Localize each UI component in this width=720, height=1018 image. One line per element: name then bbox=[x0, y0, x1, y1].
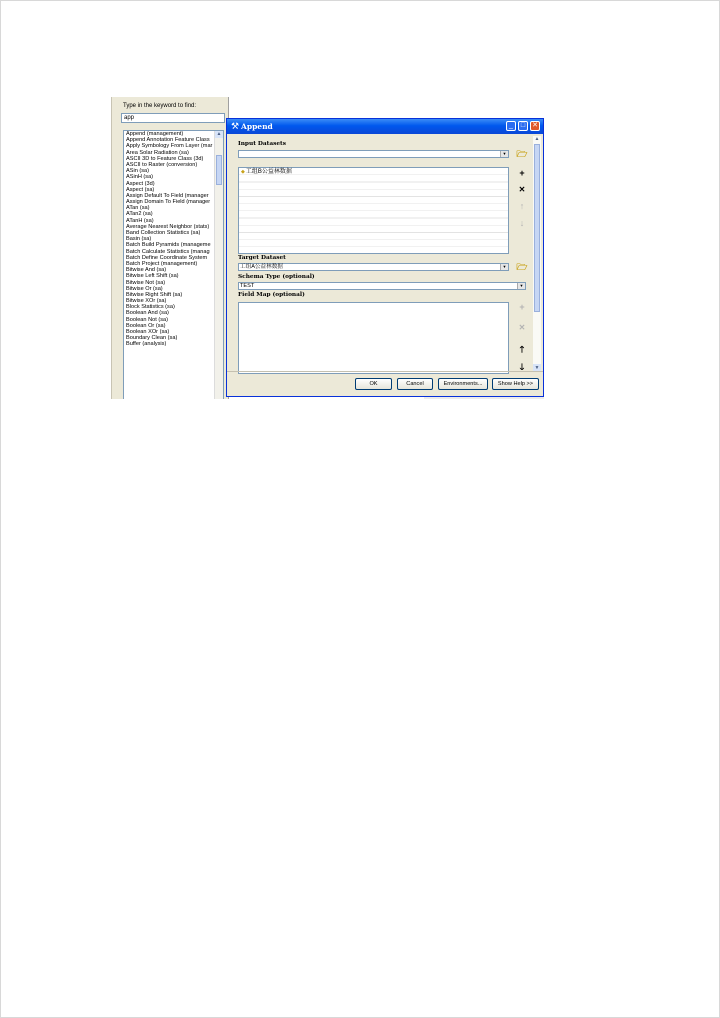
list-item[interactable] bbox=[241, 169, 292, 176]
list-item[interactable]: Assign Domain To Field (manager bbox=[126, 199, 211, 206]
list-item[interactable]: Append Annotation Feature Class bbox=[126, 137, 210, 144]
list-item[interactable]: ASCII 3D to Feature Class (3d) bbox=[126, 155, 204, 162]
field-map-label: Field Map (optional) bbox=[238, 292, 305, 298]
list-item[interactable]: Boolean Not (sa) bbox=[126, 316, 168, 323]
up-arrow-icon[interactable]: ↑ bbox=[519, 201, 525, 211]
x-icon[interactable]: ✕ bbox=[518, 323, 526, 332]
list-item[interactable]: Buffer (analysis) bbox=[126, 341, 167, 348]
list-item[interactable]: Bitwise Right Shift (sa) bbox=[126, 291, 183, 298]
chevron-down-icon[interactable]: ▼ bbox=[500, 264, 508, 270]
list-item[interactable]: Batch Define Coordinate System bbox=[126, 254, 208, 261]
list-item[interactable]: Assign Default To Field (manager bbox=[126, 192, 209, 199]
list-item[interactable]: Bitwise Or (sa) bbox=[126, 285, 163, 292]
target-dataset-label: Target Dataset bbox=[238, 255, 286, 261]
list-item[interactable]: Average Nearest Neighbor (stats) bbox=[126, 223, 210, 230]
down-arrow-icon[interactable]: 🡓 bbox=[519, 362, 525, 370]
list-item[interactable]: Aspect (sa) bbox=[126, 186, 155, 193]
list-item[interactable]: Area Solar Radiation (sa) bbox=[126, 149, 189, 156]
list-item[interactable]: Boundary Clean (sa) bbox=[126, 335, 178, 342]
target-dataset-combo[interactable] bbox=[238, 263, 509, 271]
list-item[interactable]: ASin (sa) bbox=[126, 168, 150, 175]
hammer-icon: ⚒ bbox=[230, 121, 240, 131]
maximize-button[interactable]: □ bbox=[518, 121, 528, 131]
plus-icon[interactable]: + bbox=[519, 168, 525, 178]
scroll-up-icon[interactable]: ▲ bbox=[534, 136, 540, 142]
list-item[interactable]: Batch Calculate Statistics (manag bbox=[126, 248, 210, 255]
x-icon[interactable]: ✕ bbox=[518, 185, 526, 194]
tool-list[interactable] bbox=[123, 130, 224, 399]
dialog-title: Append bbox=[241, 122, 273, 131]
up-arrow-icon[interactable]: 🡑 bbox=[519, 344, 525, 354]
tool-search-panel bbox=[111, 97, 229, 399]
scroll-down-icon[interactable]: ▼ bbox=[534, 365, 540, 371]
cancel-button[interactable]: Cancel bbox=[397, 378, 433, 390]
search-input[interactable]: app bbox=[121, 113, 225, 123]
open-folder-icon[interactable]: 🗁 bbox=[516, 262, 528, 272]
minimize-button[interactable]: _ bbox=[506, 121, 516, 131]
field-map-list[interactable] bbox=[238, 302, 509, 374]
tool-items bbox=[124, 131, 223, 348]
list-item[interactable]: ASCII to Raster (conversion) bbox=[126, 161, 198, 168]
schema-type-value: TEST bbox=[240, 283, 255, 289]
footer-divider bbox=[227, 371, 543, 372]
schema-type-label: Schema Type (optional) bbox=[238, 274, 315, 280]
down-arrow-icon[interactable]: ↓ bbox=[519, 218, 525, 228]
dialog-scrollbar[interactable] bbox=[533, 136, 541, 372]
input-datasets-list[interactable] bbox=[238, 167, 509, 254]
scroll-thumb[interactable] bbox=[534, 144, 540, 312]
chevron-down-icon[interactable]: ▼ bbox=[517, 283, 525, 289]
list-item[interactable]: Aspect (3d) bbox=[126, 180, 155, 187]
list-item[interactable]: ATan (sa) bbox=[126, 205, 150, 212]
list-item[interactable]: ATanH (sa) bbox=[126, 217, 154, 224]
list-item[interactable]: Bitwise Left Shift (sa) bbox=[126, 273, 179, 280]
list-item[interactable]: Boolean And (sa) bbox=[126, 310, 169, 317]
open-folder-icon[interactable]: 🗁 bbox=[516, 149, 528, 159]
list-item[interactable]: ATan2 (sa) bbox=[126, 211, 153, 218]
list-item[interactable]: Boolean Or (sa) bbox=[126, 322, 166, 329]
list-item[interactable]: Block Statistics (sa) bbox=[126, 304, 175, 311]
list-item[interactable]: Append (management) bbox=[126, 131, 184, 137]
schema-type-combo[interactable] bbox=[238, 282, 526, 290]
tool-list-scrollbar[interactable] bbox=[214, 131, 223, 399]
scroll-up-icon[interactable]: ▲ bbox=[216, 131, 222, 137]
dialog-titlebar[interactable] bbox=[227, 119, 543, 134]
target-dataset-value: 工组A公益林数据 bbox=[240, 264, 283, 270]
close-button[interactable]: ✕ bbox=[530, 121, 540, 131]
list-item[interactable]: Bitwise And (sa) bbox=[126, 267, 167, 274]
list-item[interactable]: Bitwise Not (sa) bbox=[126, 279, 166, 286]
input-datasets-label: Input Datasets bbox=[238, 141, 286, 147]
list-item[interactable]: Band Collection Statistics (sa) bbox=[126, 230, 201, 236]
feature-class-icon: ◆ bbox=[241, 169, 245, 175]
status-strip bbox=[424, 397, 544, 399]
plus-icon[interactable]: + bbox=[519, 302, 525, 312]
list-item[interactable]: Boolean XOr (sa) bbox=[126, 329, 170, 335]
list-item[interactable]: ASinH (sa) bbox=[126, 174, 154, 181]
scroll-thumb[interactable] bbox=[216, 155, 222, 185]
list-item[interactable]: Apply Symbology From Layer (mar bbox=[126, 143, 213, 150]
environments-button[interactable]: Environments... bbox=[438, 378, 488, 390]
input-datasets-combo[interactable] bbox=[238, 150, 509, 158]
search-prompt: Type in the keyword to find: bbox=[123, 103, 197, 109]
list-item[interactable]: Batch Project (management) bbox=[126, 260, 198, 267]
list-item[interactable]: Basin (sa) bbox=[126, 236, 152, 243]
show-help-button[interactable]: Show Help >> bbox=[492, 378, 539, 390]
chevron-down-icon[interactable]: ▼ bbox=[500, 151, 508, 157]
list-item[interactable]: Batch Build Pyramids (manageme bbox=[126, 242, 211, 249]
append-dialog bbox=[226, 118, 544, 397]
dataset-name: 工组B公益林数据 bbox=[245, 169, 292, 175]
ok-button[interactable]: OK bbox=[355, 378, 392, 390]
list-item[interactable]: Bitwise XOr (sa) bbox=[126, 298, 167, 305]
